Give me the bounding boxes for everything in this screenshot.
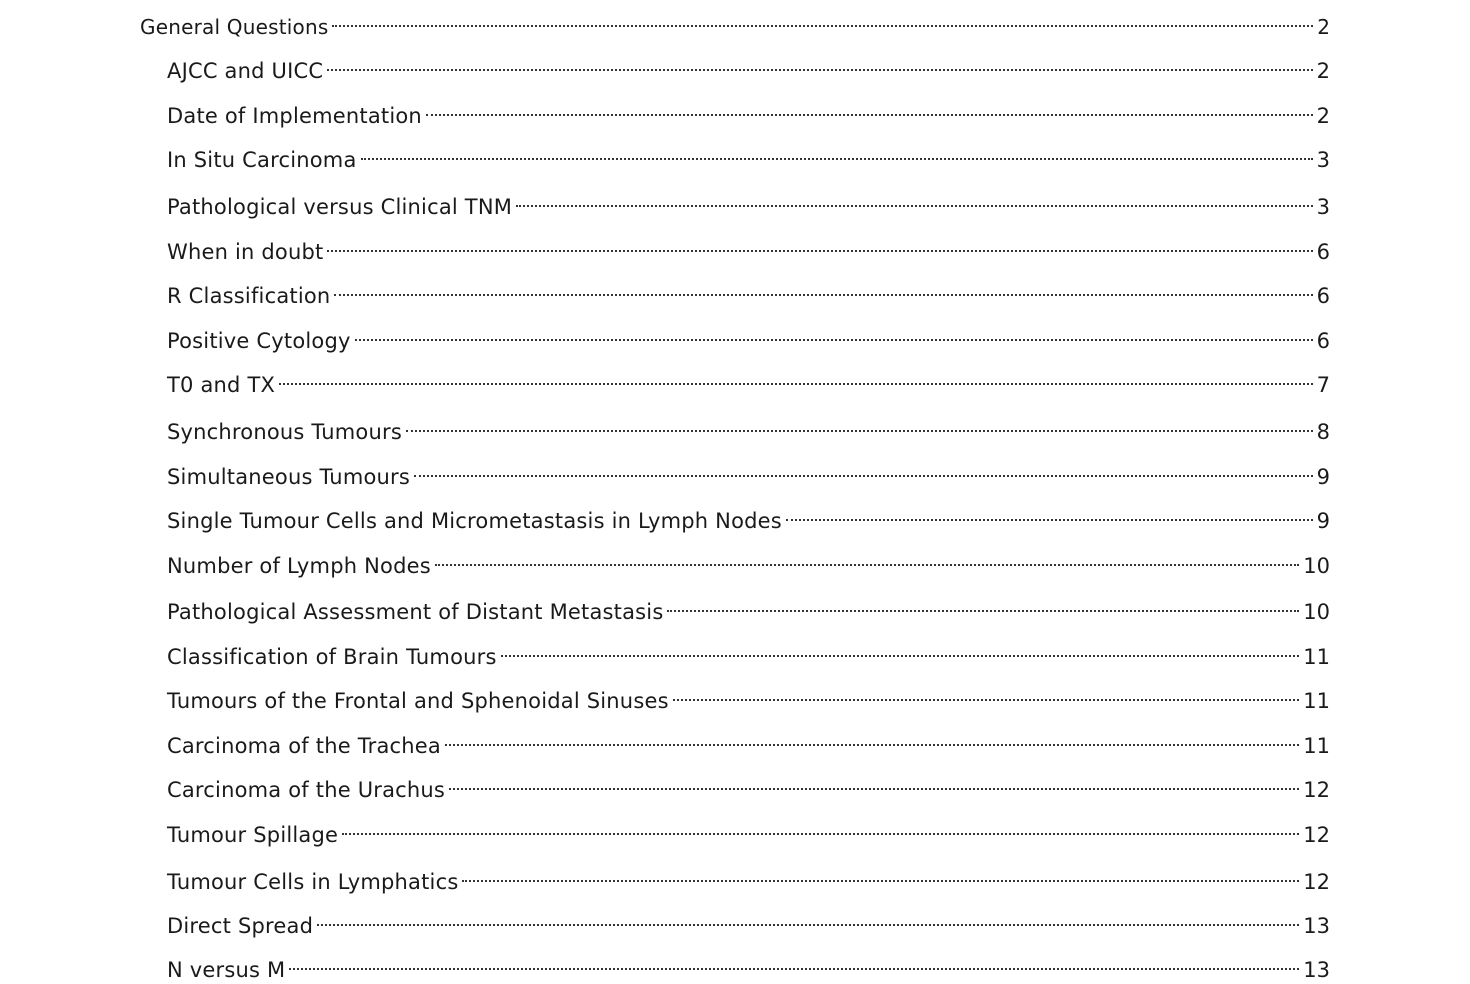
toc-entry-title: Tumour Cells in Lymphatics bbox=[167, 870, 459, 894]
toc-entry-page-number: 2 bbox=[1316, 104, 1330, 128]
toc-entry-page-number: 10 bbox=[1303, 600, 1330, 624]
toc-dot-leader bbox=[414, 456, 1313, 484]
toc-entry-title: Carcinoma of the Trachea bbox=[167, 734, 441, 758]
toc-dot-leader bbox=[334, 275, 1312, 303]
toc-dot-leader bbox=[342, 814, 1299, 842]
toc-entry-title: T0 and TX bbox=[167, 373, 276, 397]
toc-entry[interactable] bbox=[167, 814, 1330, 849]
toc-dot-leader bbox=[327, 50, 1312, 78]
toc-dot-leader bbox=[355, 320, 1313, 348]
toc-entry[interactable] bbox=[167, 591, 1330, 626]
toc-entry-title: AJCC and UICC bbox=[167, 59, 324, 83]
toc-entry[interactable] bbox=[167, 725, 1330, 760]
toc-entry-page-number: 9 bbox=[1316, 509, 1330, 533]
toc-entry[interactable] bbox=[167, 905, 1330, 940]
toc-entry[interactable] bbox=[167, 186, 1330, 221]
toc-entry-title: Tumour Spillage bbox=[167, 823, 339, 847]
toc-dot-leader bbox=[361, 139, 1313, 167]
toc-dot-leader bbox=[327, 231, 1312, 259]
toc-entry-page-number: 8 bbox=[1316, 420, 1330, 444]
toc-entry-title: General Questions bbox=[140, 15, 329, 39]
toc-dot-leader bbox=[516, 186, 1313, 214]
toc-dot-leader bbox=[445, 725, 1299, 753]
toc-entry-title: Carcinoma of the Urachus bbox=[167, 778, 446, 802]
toc-entry[interactable] bbox=[167, 50, 1330, 85]
toc-entry-page-number: 12 bbox=[1303, 823, 1330, 847]
toc-entry-title: Number of Lymph Nodes bbox=[167, 554, 431, 578]
toc-entry-page-number: 11 bbox=[1303, 645, 1330, 669]
toc-entry-title: R Classification bbox=[167, 284, 331, 308]
toc-entry-page-number: 6 bbox=[1316, 284, 1330, 308]
toc-entry-title: Pathological Assessment of Distant Metastasis bbox=[167, 600, 664, 624]
toc-entry-page-number: 2 bbox=[1316, 59, 1330, 83]
toc-entry-title: Date of Implementation bbox=[167, 104, 422, 128]
toc-entry-page-number: 11 bbox=[1303, 734, 1330, 758]
toc-entry-title: Synchronous Tumours bbox=[167, 420, 402, 444]
toc-entry[interactable] bbox=[167, 320, 1330, 355]
toc-dot-leader bbox=[667, 591, 1299, 619]
toc-entry[interactable] bbox=[167, 364, 1330, 399]
toc-entry-page-number: 2 bbox=[1317, 15, 1330, 39]
toc-dot-leader bbox=[279, 364, 1313, 392]
toc-entry-page-number: 7 bbox=[1316, 373, 1330, 397]
toc-entry[interactable] bbox=[167, 275, 1330, 310]
toc-entry[interactable] bbox=[167, 231, 1330, 266]
toc-entry-title: Positive Cytology bbox=[167, 329, 351, 353]
toc-entry-title: N versus M bbox=[167, 958, 286, 982]
toc-entry-title: In Situ Carcinoma bbox=[167, 148, 357, 172]
toc-entry-page-number: 6 bbox=[1316, 329, 1330, 353]
toc-entry-page-number: 12 bbox=[1303, 870, 1330, 894]
toc-entry-page-number: 13 bbox=[1303, 958, 1330, 982]
toc-dot-leader bbox=[786, 500, 1313, 528]
toc-entry[interactable] bbox=[167, 949, 1330, 984]
toc-entry-title: When in doubt bbox=[167, 240, 324, 264]
toc-entry[interactable] bbox=[167, 500, 1330, 535]
toc-dot-leader bbox=[501, 636, 1300, 664]
toc-entry[interactable] bbox=[167, 139, 1330, 174]
toc-entry-title: Simultaneous Tumours bbox=[167, 465, 411, 489]
toc-entry-title: Tumours of the Frontal and Sphenoidal Sinuses bbox=[167, 689, 669, 713]
toc-entry[interactable] bbox=[167, 95, 1330, 130]
toc-entry[interactable] bbox=[167, 861, 1330, 896]
toc-dot-leader bbox=[332, 6, 1313, 34]
toc-dot-leader bbox=[289, 949, 1299, 977]
toc-entry-page-number: 10 bbox=[1303, 554, 1330, 578]
toc-dot-leader bbox=[673, 680, 1300, 708]
toc-entry-title: Single Tumour Cells and Micrometastasis in Lymph Nodes bbox=[167, 509, 782, 533]
toc-entry[interactable] bbox=[140, 6, 1330, 41]
toc-dot-leader bbox=[462, 861, 1299, 889]
toc-dot-leader bbox=[406, 411, 1313, 439]
toc-dot-leader bbox=[449, 769, 1299, 797]
toc-entry-page-number: 9 bbox=[1316, 465, 1330, 489]
toc-entry-title: Classification of Brain Tumours bbox=[167, 645, 497, 669]
toc-dot-leader bbox=[317, 905, 1299, 933]
toc-entry-page-number: 3 bbox=[1316, 148, 1330, 172]
toc-entry-title: Pathological versus Clinical TNM bbox=[167, 195, 513, 219]
toc-entry[interactable] bbox=[167, 411, 1330, 446]
toc-dot-leader bbox=[435, 545, 1299, 573]
toc-entry-page-number: 6 bbox=[1316, 240, 1330, 264]
toc-entry-page-number: 3 bbox=[1316, 195, 1330, 219]
toc-dot-leader bbox=[426, 95, 1313, 123]
toc-entry-page-number: 12 bbox=[1303, 778, 1330, 802]
toc-entry[interactable] bbox=[167, 680, 1330, 715]
toc-entry[interactable] bbox=[167, 636, 1330, 671]
toc-entry[interactable] bbox=[167, 545, 1330, 580]
toc-entry[interactable] bbox=[167, 456, 1330, 491]
toc-entry-page-number: 13 bbox=[1303, 914, 1330, 938]
toc-entry-page-number: 11 bbox=[1303, 689, 1330, 713]
toc-entry-title: Direct Spread bbox=[167, 914, 314, 938]
toc-entry[interactable] bbox=[167, 769, 1330, 804]
